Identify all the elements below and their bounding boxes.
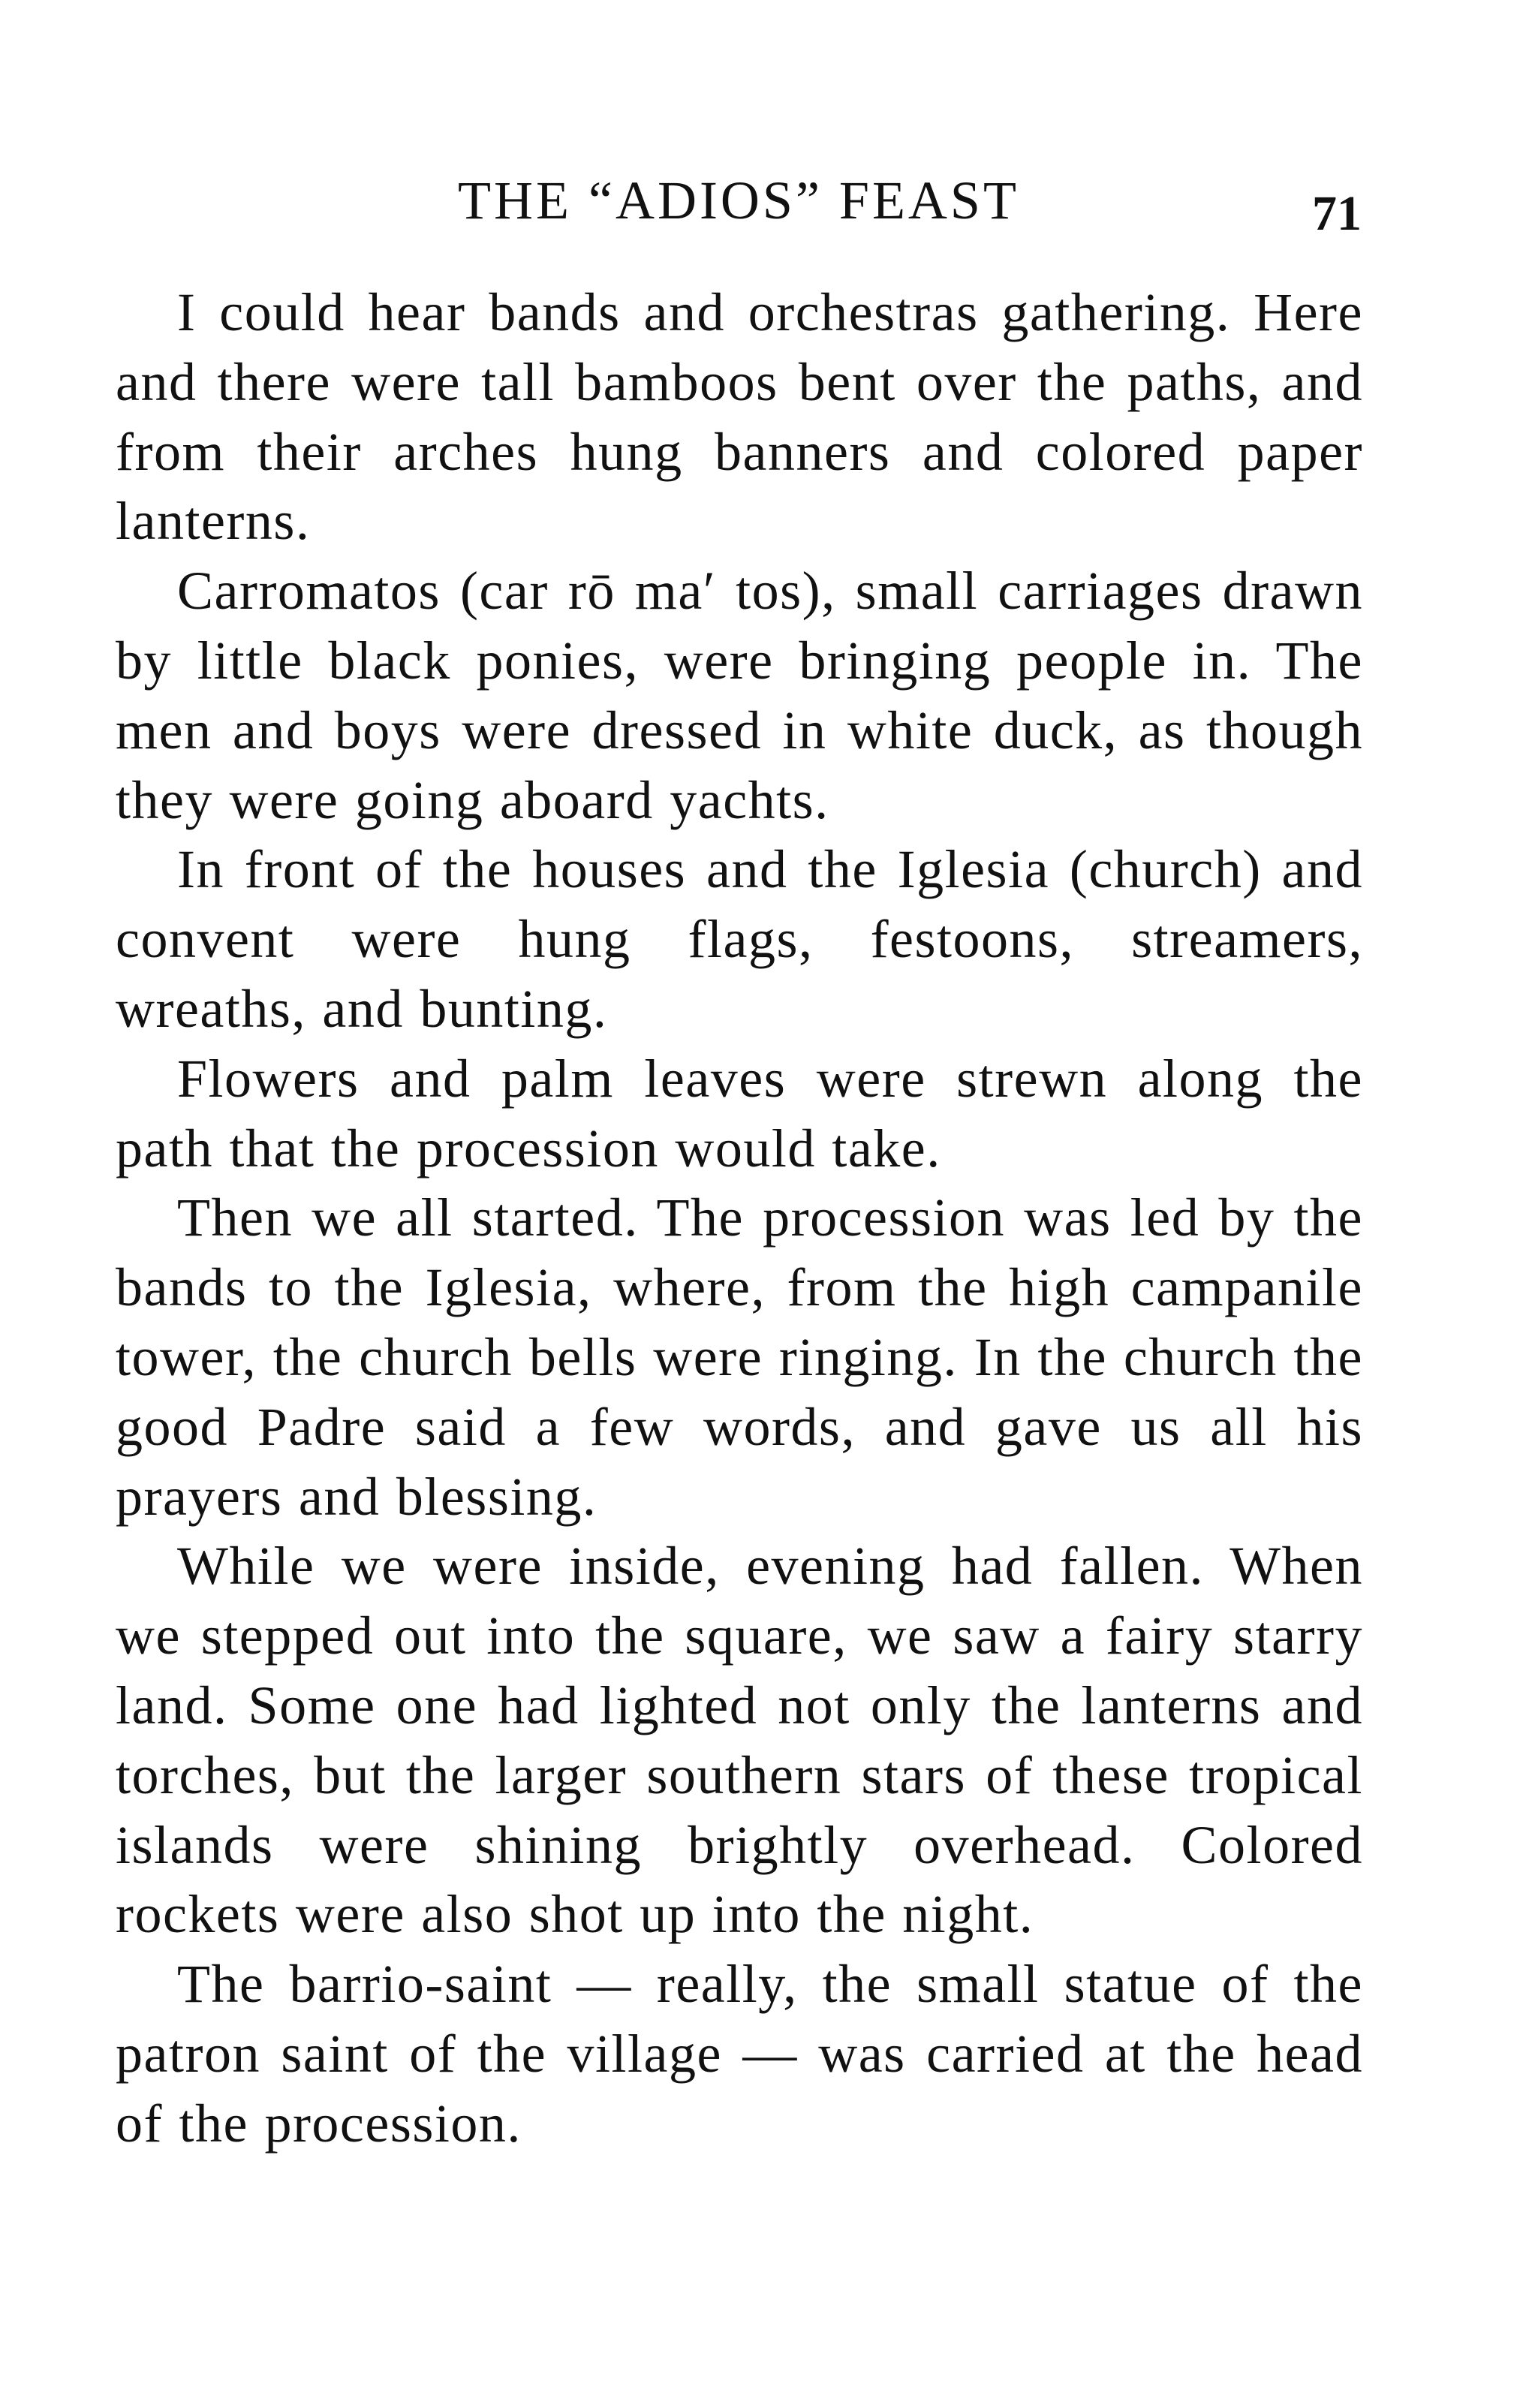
paragraph: Carromatos (car rō ma′ tos), small carriages drawn by little black ponies, were bringing people in. The men and boys were dressed in white duck, as though they were going aboard yachts.	[116, 561, 1363, 830]
paragraph: In front of the houses and the Iglesia (church) and convent were hung flags, festoons, streamers, wreaths, and bunting.	[116, 839, 1363, 1039]
page-number: 71	[1312, 186, 1362, 241]
paragraph: I could hear bands and orchestras gathering. Here and there were tall bamboos bent over the paths, and from their arches hung banners and colored paper lanterns.	[116, 282, 1363, 552]
running-title: THE “ADIOS” FEAST	[458, 170, 1019, 230]
paragraph: While we were inside, evening had fallen. When we stepped out into the square, we saw a fairy starry land. Some one had lighted not only the lanterns and torches, but the larger southern stars of these tropical islands were shining brightly overhead. Colored rockets were also shot up into the night.	[116, 1536, 1363, 1945]
paragraph: Flowers and palm leaves were strewn along the path that the procession would take.	[116, 1048, 1363, 1178]
paragraph: The barrio-saint — really, the small statue of the patron saint of the village — was carried at the head of the procession.	[116, 1954, 1363, 2154]
paragraph: Then we all started. The procession was led by the bands to the Iglesia, where, from the high campanile tower, the church bells were ringing. In the church the good Padre said a few words, and gave us all his prayers and blessing.	[116, 1187, 1363, 1527]
running-head	[116, 167, 1362, 241]
body-text	[116, 278, 1363, 2159]
